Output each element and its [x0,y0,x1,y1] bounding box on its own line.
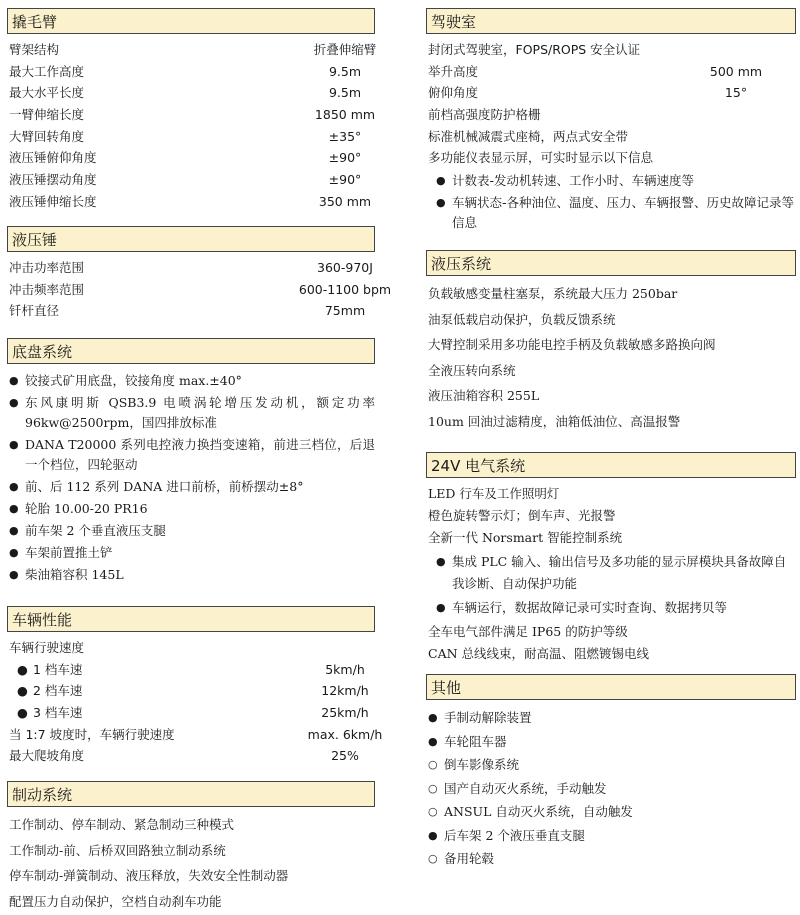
spec-value: 600-1100 bpm [298,281,392,297]
text-line: 全车电气部件满足 IP65 的防护等级 [428,624,628,639]
spec-value: 折叠伸缩臂 [313,42,377,57]
spec-label: 车辆行驶速度 [9,640,85,655]
bullet-icon: ● [428,711,438,724]
text-line: 前档高强度防护格栅 [428,107,541,123]
spec-label: 举升高度 [428,63,479,79]
chassis-header: 底盘系统 [7,338,375,364]
spec-value: 350 mm [318,193,372,209]
text-line: 全液压转向系统 [428,362,516,378]
spec-row [7,61,375,83]
spec-row [426,61,796,83]
text-line: CAN 总线线束，耐高温、阻燃镀锡电线 [428,646,650,661]
spec-row [7,300,375,322]
bullet-icon: ● [9,502,19,515]
electric-section [426,452,796,665]
spec-row [7,104,375,126]
spec-row [7,82,375,104]
spec-label: 2 档车速 [33,683,83,699]
spec-row [7,39,375,61]
spec-value: 25km/h [321,705,369,721]
gear-row [7,659,375,681]
hammer-section [7,226,392,322]
brake-section [7,781,375,914]
spec-row [7,637,375,659]
list-item: ● 前、后 112 系列 DANA 进口前桥，前桥摆动±8° [7,477,375,497]
hydraulic-header: 液压系统 [426,250,796,276]
list-item: ● 前车架 2 个垂直液压支腿 [7,521,375,541]
list-item: ● 集成 PLC 输入、输出信号及多功能的显示屏模块具备故障自我诊断、自动保护功能 [426,551,796,595]
spec-value: 9.5m [328,63,362,79]
brake-header: 制动系统 [7,781,375,807]
spec-row [426,82,796,104]
gear-row [7,680,375,702]
text-line: 工作制动-前、后桥双回路独立制动系统 [9,842,226,858]
text-line: 橙色旋转警示灯；倒车声、光报警 [428,508,616,523]
hollow-bullet-icon: ○ [428,781,438,795]
list-item: ● 车轮阻车器 [426,731,796,753]
bullet-icon: ● [436,174,446,188]
spec-value: 9.5m [328,85,362,101]
text-line: 多功能仪表显示屏，可实时显示以下信息 [428,150,654,166]
list-item: ● 车架前置推土铲 [7,543,375,563]
spec-label: 冲击频率范围 [9,281,85,297]
spec-label: 当 1:7 坡度时，车辆行驶速度 [9,726,175,742]
hollow-bullet-icon: ○ [428,852,438,865]
text-line: 封闭式驾驶室，FOPS/ROPS 安全认证 [428,42,641,57]
spec-row [7,279,392,301]
spec-label: 最大爬坡角度 [9,748,85,764]
list-item: ○ 倒车影像系统 [426,754,796,776]
list-item: ● 轮胎 10.00-20 PR16 [7,499,375,519]
hollow-bullet-icon: ○ [428,758,438,771]
spec-value: 500 mm [709,63,763,79]
spec-value: 1850 mm [314,107,376,123]
others-header: 其他 [426,674,796,700]
chassis-list [7,364,375,585]
spec-label: 俯仰角度 [428,85,479,101]
spec-label: 最大水平长度 [9,85,85,101]
spec-row [7,257,375,279]
text-line: 标准机械减震式座椅，两点式安全带 [428,128,629,144]
others-section [426,674,796,872]
cab-header: 驾驶室 [426,8,796,34]
bullet-icon: ● [428,734,438,748]
cab-section [426,8,796,235]
bullet-icon: ● [17,661,28,677]
text-line: 工作制动、停车制动、紧急制动三种模式 [9,817,235,832]
spec-value: 360-970J [317,260,373,275]
list-item: ● DANA T20000 系列电控液力换挡变速箱，前进三档位，后退一个档位，四轮驱动 [9,437,375,472]
text-line: 液压油箱容积 255L [428,388,540,403]
spec-label: 1 档车速 [33,661,83,677]
list-item: ● 车辆运行，数据故障记录可实时查询、数据拷贝等 [426,597,796,619]
spec-label: 钎杆直径 [9,303,60,319]
bullet-icon: ● [436,601,446,614]
text-line: 配置压力自动保护，空档自动刹车功能 [9,893,222,909]
text-line: LED 行车及工作照明灯 [428,486,560,501]
boom-section [7,8,375,213]
boom-header: 撬毛臂 [7,8,375,34]
spec-label: 最大工作高度 [9,63,85,79]
spec-label: 液压锤俯仰角度 [9,150,97,166]
hollow-bullet-icon: ○ [428,805,438,818]
electric-header: 24V 电气系统 [426,452,796,478]
bullet-icon: ● [9,568,19,581]
list-item: ● 手制动解除装置 [426,707,796,729]
spec-value: 25% [331,748,359,764]
spec-label: 臂架结构 [9,42,60,57]
list-item: ● 柴油箱容积 145L [7,565,375,585]
hydraulic-section [426,250,796,434]
spec-label: 液压锤摆动角度 [9,172,97,188]
list-item: ● 车辆状态-各种油位、温度、压力、车辆报警、历史故障记录等信息 [436,195,795,231]
spec-row [7,147,375,169]
hammer-specs [7,252,392,322]
brake-lines [7,807,375,914]
spec-value: ±90° [328,150,362,166]
performance-specs [7,632,383,767]
text-line: 10um 回油过滤精度，油箱低油位、高温报警 [428,413,681,429]
spec-value: 75mm [324,303,366,319]
bullet-icon: ● [9,546,19,559]
hammer-header: 液压锤 [7,226,375,252]
spec-row [7,169,375,191]
bullet-icon: ● [428,828,438,842]
list-item: ○ ANSUL 自动灭火系统，自动触发 [426,801,796,823]
bullet-icon: ● [17,705,28,721]
text-line: 停车制动-弹簧制动、液压释放，失效安全性制动器 [9,868,289,883]
list-item: ● 铰接式矿用底盘，铰接角度 max.±40° [7,371,375,391]
spec-label: 大臂回转角度 [9,128,85,144]
gear-row [7,702,375,724]
spec-label: 液压锤伸缩长度 [9,193,97,209]
cab-specs [426,34,796,233]
list-item: ○ 备用轮毂 [426,848,796,870]
text-line: 全新一代 Norsmart 智能控制系统 [428,530,623,545]
list-item: ● 计数表-发动机转速、工作小时、车辆速度等 [426,171,796,191]
spec-label: 冲击功率范围 [9,260,85,275]
bullet-icon: ● [17,683,28,699]
electric-lines [426,478,796,665]
bullet-icon: ● [436,555,446,568]
spec-value: max. 6km/h [307,726,383,742]
text-line: 大臂控制采用多功能电控手柄及负载敏感多路换向阀 [428,337,716,352]
list-item: ○ 国产自动灭火系统，手动触发 [426,778,796,800]
bullet-icon: ● [9,396,19,409]
bullet-icon: ● [436,196,446,210]
spec-value: 12km/h [321,683,369,699]
spec-row [7,745,375,767]
spec-value: 15° [724,85,748,101]
spec-value: 5km/h [325,661,365,677]
performance-section [7,606,383,767]
others-list [426,700,796,870]
spec-label: 3 档车速 [33,705,83,721]
text-line: 负载敏感变量柱塞泵，系统最大压力 250bar [428,286,678,301]
bullet-icon: ● [9,480,19,493]
spec-value: ±90° [328,172,362,188]
boom-specs [7,34,375,213]
spec-label: 一臂伸缩长度 [9,107,85,123]
spec-row [7,126,375,148]
performance-header: 车辆性能 [7,606,375,632]
spec-row [7,191,375,213]
bullet-icon: ● [9,438,19,451]
bullet-icon: ● [9,524,19,537]
list-item: ● 东风康明斯 QSB3.9 电喷涡轮增压发动机，额定功率 96kw@2500rpm，国四排放标准 [9,395,375,430]
chassis-section [7,338,375,587]
spec-row [7,724,383,746]
list-item: ● 后车架 2 个液压垂直支腿 [426,825,796,847]
hydraulic-lines [426,276,796,434]
bullet-icon: ● [9,374,19,387]
text-line: 油泵低载启动保护，负载反馈系统 [428,311,616,327]
spec-value: ±35° [328,128,362,144]
